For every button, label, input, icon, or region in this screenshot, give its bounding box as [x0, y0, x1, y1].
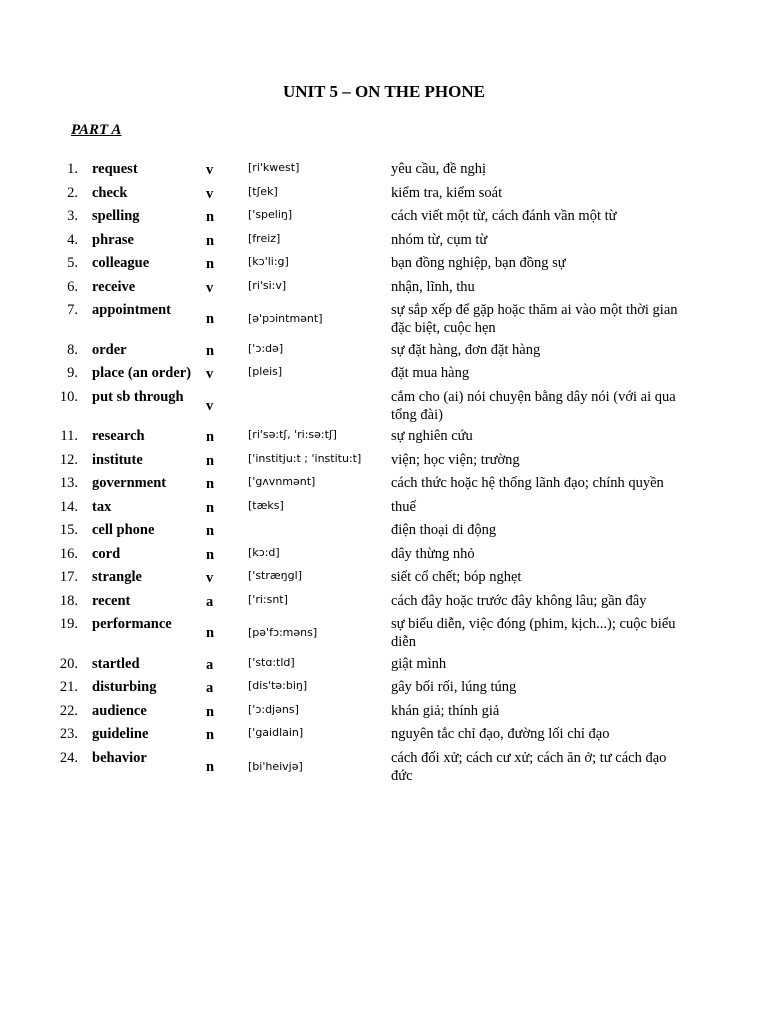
vocab-part-of-speech: n: [206, 499, 215, 516]
vocab-word: put sb through: [92, 388, 184, 405]
vocab-number: 16.: [59, 545, 78, 562]
vocab-row: [0, 364, 768, 384]
vocab-row: [0, 615, 768, 651]
vocab-pronunciation: [ri'si:v]: [248, 278, 287, 292]
page-title: UNIT 5 – ON THE PHONE: [283, 82, 485, 101]
vocab-pronunciation: [ri'sə:tʃ, 'ri:sə:tʃ]: [248, 428, 337, 441]
vocab-number: 4.: [67, 231, 78, 248]
vocab-number: 6.: [67, 278, 78, 295]
vocab-meaning: điện thoại di động: [391, 522, 497, 538]
vocab-word: colleague: [92, 255, 150, 271]
section-heading: PART A: [71, 122, 122, 138]
vocab-meaning: nhận, lĩnh, thu: [391, 278, 475, 295]
vocab-word: spelling: [92, 208, 140, 224]
vocab-pronunciation: [freiz]: [248, 231, 281, 245]
vocab-number: 22.: [59, 702, 78, 719]
vocab-row: [0, 678, 768, 698]
vocab-row: [0, 207, 768, 227]
vocab-word: startled: [92, 655, 140, 672]
vocab-row: [0, 301, 768, 337]
vocab-part-of-speech: n: [206, 523, 215, 539]
vocab-part-of-speech: a: [206, 656, 214, 673]
vocab-row: [0, 451, 768, 471]
vocab-word: place (an order): [92, 365, 192, 381]
vocab-word: research: [92, 428, 145, 444]
vocab-part-of-speech: a: [206, 593, 214, 610]
vocab-pronunciation: [kɔ:d]: [248, 545, 280, 559]
vocab-number: 12.: [59, 451, 78, 468]
vocab-meaning: khán giả; thính giả: [391, 702, 500, 719]
vocab-word: recent: [92, 592, 131, 609]
vocab-number: 9.: [67, 365, 78, 381]
vocab-meaning: viện; học viện; trường: [391, 451, 520, 468]
vocab-pronunciation: [pleis]: [248, 365, 283, 378]
vocab-meaning: giật mình: [391, 655, 447, 672]
vocab-number: 3.: [67, 208, 78, 224]
vocab-part-of-speech: n: [206, 703, 215, 720]
vocab-meaning: bạn đồng nghiệp, bạn đồng sự: [391, 255, 566, 271]
vocab-number: 8.: [67, 341, 78, 358]
vocab-pronunciation: [ri'kwest]: [248, 161, 300, 174]
vocab-word: disturbing: [92, 679, 157, 695]
vocab-meaning: thuế: [391, 498, 416, 515]
vocab-number: 17.: [59, 569, 78, 585]
vocab-pronunciation: ['ɔ:də]: [248, 341, 284, 355]
vocab-pronunciation: ['speliŋ]: [248, 208, 293, 221]
vocab-part-of-speech: n: [206, 625, 215, 641]
vocab-meaning: kiểm tra, kiểm soát: [391, 184, 503, 201]
vocab-part-of-speech: a: [206, 680, 214, 696]
vocab-meaning: sự đặt hàng, đơn đặt hàng: [391, 341, 541, 358]
vocab-row: [0, 702, 768, 722]
vocab-meaning: sự biểu diễn, việc đóng (phim, kịch...); cuộc biểu diễn: [391, 616, 676, 650]
vocab-word: receive: [92, 278, 136, 295]
vocab-row: [0, 474, 768, 494]
vocab-pronunciation: [tʃek]: [248, 184, 278, 198]
vocab-part-of-speech: v: [206, 185, 214, 202]
vocab-pronunciation: [bi'heivjə]: [248, 759, 303, 773]
vocab-row: [0, 254, 768, 274]
vocab-row: [0, 545, 768, 565]
vocab-part-of-speech: n: [206, 476, 215, 492]
vocab-word: request: [92, 161, 138, 177]
vocab-number: 2.: [67, 184, 78, 201]
vocab-pronunciation: ['stɑ:tld]: [248, 655, 295, 669]
vocab-meaning: đặt mua hàng: [391, 365, 470, 381]
vocab-pronunciation: ['ɔ:djəns]: [248, 702, 299, 716]
vocab-meaning: dây thừng nhỏ: [391, 545, 475, 562]
vocab-row: [0, 568, 768, 588]
vocab-word: strangle: [92, 569, 142, 585]
vocab-part-of-speech: n: [206, 256, 215, 272]
vocab-part-of-speech: v: [206, 366, 214, 382]
vocab-number: 18.: [59, 592, 78, 609]
vocab-word: institute: [92, 451, 143, 468]
vocab-number: 13.: [59, 475, 78, 491]
vocab-meaning: nguyên tắc chỉ đạo, đường lối chỉ đạo: [391, 726, 610, 742]
vocab-part-of-speech: n: [206, 232, 215, 249]
vocab-row: [0, 592, 768, 612]
vocab-row: [0, 341, 768, 361]
vocab-meaning: siết cổ chết; bóp nghẹt: [391, 569, 522, 585]
vocab-row: [0, 160, 768, 180]
vocab-meaning: cách viết một từ, cách đánh vần một từ: [391, 208, 617, 224]
vocab-number: 21.: [59, 679, 78, 695]
vocab-part-of-speech: n: [206, 311, 215, 327]
vocab-row: [0, 655, 768, 675]
vocabulary-list: [0, 160, 768, 788]
vocab-pronunciation: [pə'fɔ:məns]: [248, 626, 318, 639]
vocab-number: 1.: [67, 161, 78, 177]
vocab-word: audience: [92, 702, 147, 719]
vocab-pronunciation: [dis'tə:biŋ]: [248, 679, 308, 692]
vocab-word: tax: [92, 498, 112, 515]
vocab-meaning: cách đây hoặc trước đây không lâu; gần đây: [391, 592, 647, 609]
vocab-number: 19.: [59, 616, 78, 632]
vocab-word: check: [92, 184, 128, 201]
vocab-word: cell phone: [92, 522, 155, 538]
vocab-part-of-speech: v: [206, 397, 214, 414]
vocab-part-of-speech: n: [206, 209, 215, 225]
vocab-pronunciation: ['gaidlain]: [248, 726, 304, 739]
vocab-row: [0, 231, 768, 251]
vocab-row: [0, 278, 768, 298]
vocab-pronunciation: [tæks]: [248, 498, 284, 512]
vocab-pronunciation: ['institju:t ; 'institu:t]: [248, 451, 362, 465]
vocab-pronunciation: [ə'pɔintmənt]: [248, 312, 323, 325]
vocab-word: guideline: [92, 726, 149, 742]
vocab-row: [0, 521, 768, 541]
vocab-number: 11.: [60, 428, 78, 444]
vocab-pronunciation: ['stræŋgl]: [248, 569, 302, 582]
vocab-word: order: [92, 341, 127, 358]
vocab-word: performance: [92, 616, 172, 632]
vocab-meaning: nhóm từ, cụm từ: [391, 231, 488, 248]
vocab-number: 14.: [59, 498, 78, 515]
vocab-row: [0, 498, 768, 518]
vocab-number: 7.: [67, 302, 78, 318]
vocab-word: behavior: [92, 749, 147, 766]
vocab-part-of-speech: v: [206, 279, 214, 296]
vocab-part-of-speech: v: [206, 570, 214, 586]
vocab-row: [0, 725, 768, 745]
vocab-row: [0, 749, 768, 785]
vocab-word: appointment: [92, 302, 171, 318]
vocab-meaning: gây bối rối, lúng túng: [391, 679, 517, 695]
vocab-meaning: sự sắp xếp để gặp hoặc thăm ai vào một thời gian đặc biệt, cuộc hẹn: [391, 302, 678, 336]
vocab-meaning: cách thức hoặc hệ thống lãnh đạo; chính quyền: [391, 475, 664, 491]
vocab-number: 15.: [59, 522, 78, 538]
vocab-part-of-speech: n: [206, 342, 215, 359]
vocab-meaning: cắm cho (ai) nói chuyện bằng dây nói (với ai qua tổng đài): [391, 388, 676, 423]
vocab-part-of-speech: n: [206, 429, 215, 445]
vocab-number: 20.: [59, 655, 78, 672]
vocab-part-of-speech: n: [206, 452, 215, 469]
vocab-part-of-speech: n: [206, 727, 215, 743]
vocab-part-of-speech: n: [206, 546, 215, 563]
vocab-number: 23.: [59, 726, 78, 742]
vocab-number: 24.: [59, 749, 78, 766]
vocab-word: cord: [92, 545, 121, 562]
vocab-row: [0, 427, 768, 447]
vocab-part-of-speech: v: [206, 162, 214, 178]
vocab-meaning: sự nghiên cứu: [391, 428, 473, 444]
vocab-part-of-speech: n: [206, 758, 215, 775]
vocab-pronunciation: ['gʌvnmənt]: [248, 475, 316, 488]
vocab-number: 10.: [59, 388, 78, 405]
vocab-word: government: [92, 475, 167, 491]
vocab-meaning: cách đối xử; cách cư xử; cách ăn ở; tư cách đạo đức: [391, 749, 667, 784]
vocab-pronunciation: ['ri:snt]: [248, 592, 288, 606]
vocab-word: phrase: [92, 231, 134, 248]
vocab-meaning: yêu cầu, đề nghị: [391, 161, 487, 177]
vocab-pronunciation: [kɔ'li:g]: [248, 255, 289, 268]
vocab-row: [0, 184, 768, 204]
vocab-number: 5.: [67, 255, 78, 271]
vocab-row: [0, 388, 768, 424]
